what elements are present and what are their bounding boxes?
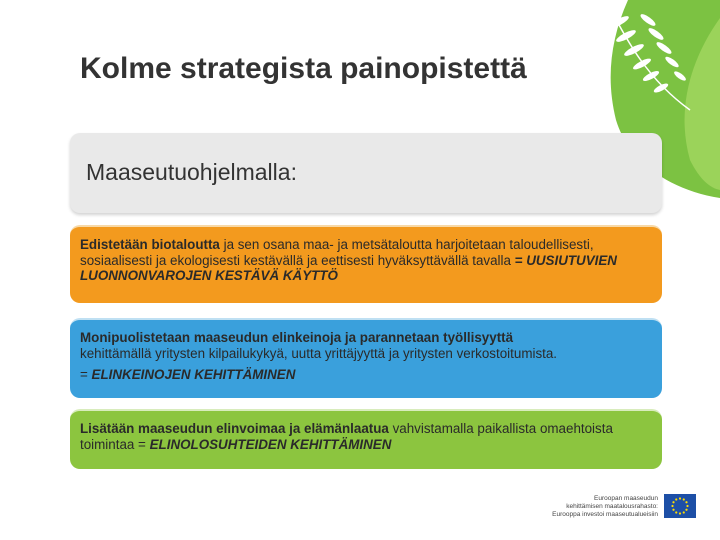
priority-emphasis-line xyxy=(80,367,652,383)
priority-text-livelihoods xyxy=(80,330,652,383)
leaf-inner xyxy=(685,18,720,190)
priority-box-bioeconomy xyxy=(70,225,662,303)
priority-body: vahvistamalla paikallista omaehtoista toimintaa = xyxy=(80,421,613,452)
priority-body: ja sen osana maa- ja metsätaloutta harjoitetaan taloudellisesti, sosiaalisesti ja ekologisesti kestävällä ja eettisesti hyväksyttävällä tavalla xyxy=(80,237,594,268)
priority-box-vitality xyxy=(70,409,662,469)
priority-prefix: = xyxy=(80,367,92,382)
priority-body: kehittämällä yritysten kilpailukykyä, uutta yrittäjyyttä ja yritysten verkostoitumista. xyxy=(80,345,558,361)
priority-heading: Lisätään maaseudun elinvoimaa ja elämänlaatua xyxy=(80,421,389,436)
priority-emphasis: ELINOLOSUHTEIDEN KEHITTÄMINEN xyxy=(149,436,392,452)
eu-fund-caption xyxy=(542,495,658,519)
eu-caption-line: Euroopan maaseudun xyxy=(594,495,658,502)
priority-text-vitality xyxy=(80,421,652,452)
eu-flag-icon xyxy=(664,494,696,518)
intro-box xyxy=(70,133,662,213)
priority-text-bioeconomy xyxy=(80,237,652,284)
priority-emphasis: = UUSIUTUVIEN LUONNONVAROJEN KESTÄVÄ KÄYTTÖ xyxy=(80,252,617,283)
priority-heading: Edistetään biotaloutta xyxy=(80,237,220,252)
slide-title: Kolme strategista painopistettä xyxy=(80,52,527,85)
priority-box-livelihoods xyxy=(70,318,662,398)
intro-label: Maaseutuohjelmalla: xyxy=(86,159,297,185)
eu-caption-line: Eurooppa investoi maaseutualueisiin xyxy=(552,511,658,518)
priority-heading: Monipuolistetaan maaseudun elinkeinoja ja parannetaan työllisyyttä xyxy=(80,330,514,345)
priority-emphasis: ELINKEINOJEN KEHITTÄMINEN xyxy=(91,367,296,382)
eu-caption-line: kehittämisen maatalousrahasto: xyxy=(566,503,658,510)
